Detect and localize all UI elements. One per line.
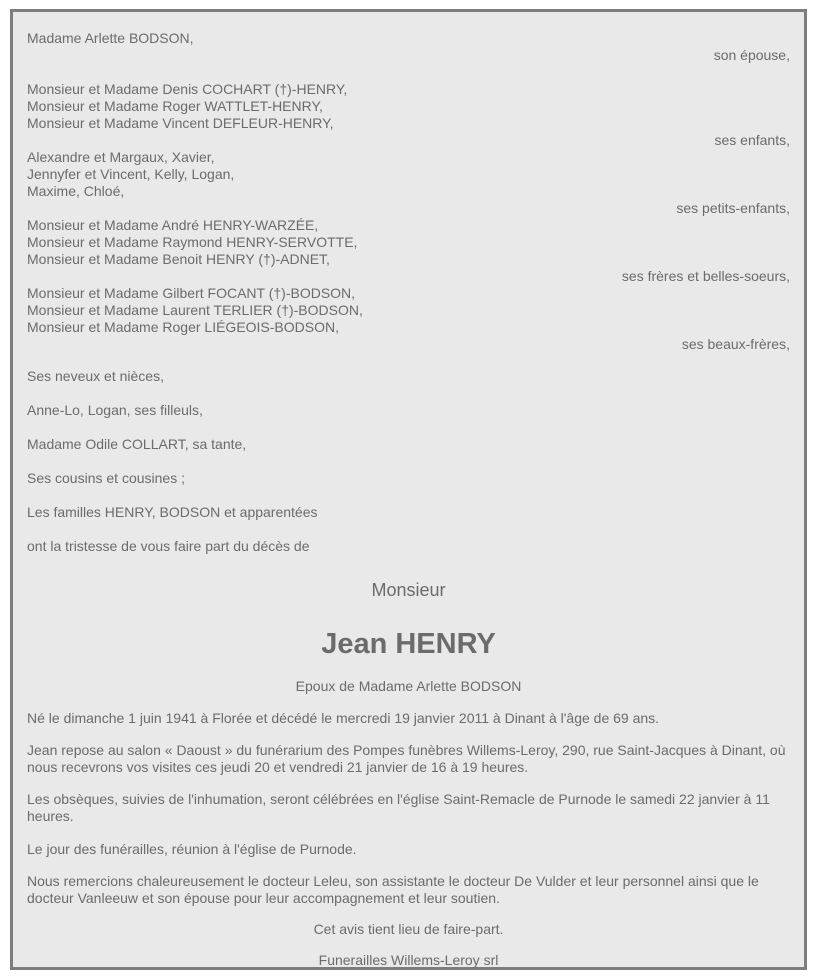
thanks-paragraph: Nous remercions chaleureusement le docteur Leleu, son assistante le docteur De Vulder et leur personnel ainsi que le docteur Vanleeuw et son épouse pour leur accompagnement et leur soutien. [27, 873, 759, 906]
child-entry: Monsieur et Madame Roger WATTLET-HENRY, [27, 98, 323, 114]
announcement-line: ont la tristesse de vous faire part du décès de [27, 538, 310, 554]
in-law-entry: Monsieur et Madame Roger LIÉGEOIS-BODSON, [27, 319, 339, 335]
siblings-relation: ses frères et belles-soeurs, [621, 268, 790, 284]
siblings-group [27, 217, 790, 285]
sibling-entry: Monsieur et Madame Raymond HENRY-SERVOTTE, [27, 234, 358, 250]
birth-death-paragraph: Né le dimanche 1 juin 1941 à Florée et décédé le mercredi 19 janvier 2011 à Dinant à l'âge de 69 ans. [27, 710, 660, 726]
obituary-frame [10, 9, 807, 970]
sibling-entry: Monsieur et Madame Benoit HENRY (†)-ADNET, [27, 251, 330, 267]
child-entry: Monsieur et Madame Vincent DEFLEUR-HENRY, [27, 115, 334, 131]
faire-part-note: Cet avis tient lieu de faire-part. [313, 921, 504, 937]
funeral-paragraph: Les obsèques, suivies de l'inhumation, seront célébrées en l'église Saint-Remacle de Purnode le samedi 22 janvier à 11 heures. [27, 791, 770, 824]
in-law-entry: Monsieur et Madame Laurent TERLIER (†)-BODSON, [27, 302, 363, 318]
aunt-line: Madame Odile COLLART, sa tante, [27, 436, 247, 452]
deceased-spouse-line: Epoux de Madame Arlette BODSON [295, 678, 522, 694]
nephews-line: Ses neveux et nièces, [27, 368, 164, 384]
grandchild-entry: Maxime, Chloé, [27, 183, 125, 199]
in-laws-relation: ses beaux-frères, [681, 336, 790, 352]
spouse-relation: son épouse, [713, 47, 790, 63]
grandchildren-group [27, 149, 790, 217]
deceased-title: Monsieur [371, 580, 446, 600]
child-entry: Monsieur et Madame Denis COCHART (†)-HENRY, [27, 81, 348, 97]
spouse-name: Madame Arlette BODSON, [27, 30, 194, 46]
children-group [27, 81, 790, 149]
obituary-content [27, 30, 790, 969]
viewing-paragraph: Jean repose au salon « Daoust » du funérarium des Pompes funèbres Willems-Leroy, 290, rue Saint-Jacques à Dinant, où nous recevrons vos visites ces jeudi 20 et vendredi 21 janvier de 16 à 19 heures. [27, 742, 786, 775]
grandchild-entry: Jennyfer et Vincent, Kelly, Logan, [27, 166, 235, 182]
in-law-entry: Monsieur et Madame Gilbert FOCANT (†)-BODSON, [27, 285, 356, 301]
families-line: Les familles HENRY, BODSON et apparentées [27, 504, 318, 520]
in-laws-group [27, 285, 790, 353]
godchildren-line: Anne-Lo, Logan, ses filleuls, [27, 402, 203, 418]
funeral-company: Funerailles Willems-Leroy srl [318, 952, 499, 968]
deceased-name: Jean HENRY [321, 628, 496, 660]
cousins-line: Ses cousins et cousines ; [27, 470, 185, 486]
children-relation: ses enfants, [714, 132, 790, 148]
sibling-entry: Monsieur et Madame André HENRY-WARZÉE, [27, 217, 319, 233]
grandchildren-relation: ses petits-enfants, [676, 200, 790, 216]
meeting-paragraph: Le jour des funérailles, réunion à l'église de Purnode. [27, 841, 357, 857]
grandchild-entry: Alexandre et Margaux, Xavier, [27, 149, 215, 165]
